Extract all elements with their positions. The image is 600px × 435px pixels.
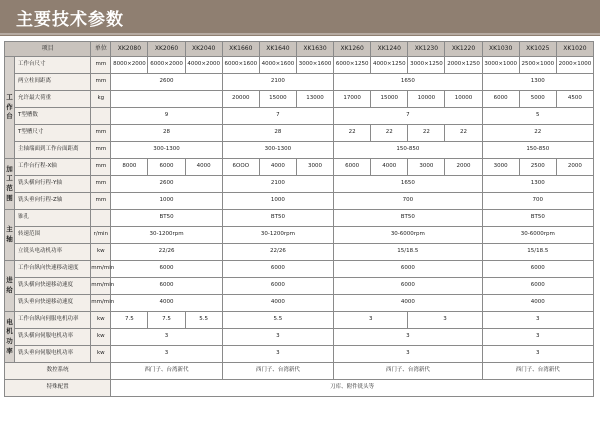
cell-value: 700 xyxy=(482,193,593,210)
cell-value: 4000×1250 xyxy=(371,57,408,74)
cell-value: 8000 xyxy=(111,159,148,176)
cell-value: BT50 xyxy=(222,210,333,227)
cell-value: 13000 xyxy=(296,91,333,108)
banner-underline xyxy=(0,33,600,35)
header-model: XK2080 xyxy=(111,42,148,57)
cell-value: 700 xyxy=(334,193,483,210)
row-unit: kw xyxy=(91,346,111,363)
row-label: T型槽数 xyxy=(15,108,91,125)
row-label: 铣头垂向伺服电机功率 xyxy=(15,346,91,363)
row-label: 转速范围 xyxy=(15,227,91,244)
cell-value: 2500 xyxy=(519,159,556,176)
row-label: 铣头垂向行程-Z轴 xyxy=(15,193,91,210)
cell-value: 6000×1250 xyxy=(334,57,371,74)
cell-value: 3 xyxy=(111,346,222,363)
table-row xyxy=(5,210,594,227)
row-label: 允许最大荷重 xyxy=(15,91,91,108)
cell-value: 300-1300 xyxy=(222,142,333,159)
table-row xyxy=(5,159,594,176)
cell-value: 8000×2000 xyxy=(111,57,148,74)
row-label: 工作台行程-X轴 xyxy=(15,159,91,176)
cell-value: 刀库、附件铣头等 xyxy=(111,380,594,397)
cell-value: 30-6000rpm xyxy=(482,227,593,244)
cell-value: 5.5 xyxy=(185,312,222,329)
header-model: XK1030 xyxy=(482,42,519,57)
row-unit: kw xyxy=(91,329,111,346)
cell-value: 1300 xyxy=(482,176,593,193)
cell-value: 6000 xyxy=(111,261,222,278)
header-model: XK1230 xyxy=(408,42,445,57)
row-label: 铣头横向伺服电机功率 xyxy=(15,329,91,346)
cell-value: BT50 xyxy=(111,210,222,227)
cell-value: 3 xyxy=(482,346,593,363)
cell-value: 17000 xyxy=(334,91,371,108)
cell-value: 7.5 xyxy=(111,312,148,329)
row-unit: mm xyxy=(91,176,111,193)
row-unit: mm xyxy=(91,74,111,91)
cell-value: 3 xyxy=(111,329,222,346)
cell-value: 150-850 xyxy=(482,142,593,159)
cell-value: 2100 xyxy=(222,74,333,91)
row-label: 工作台纵向快速移动速度 xyxy=(15,261,91,278)
cell-value: 4000 xyxy=(259,159,296,176)
row-unit xyxy=(91,108,111,125)
cell-value: 6000 xyxy=(111,278,222,295)
row-label: 数控系统 xyxy=(5,363,111,380)
table-row xyxy=(5,142,594,159)
cell-value: 3000×1250 xyxy=(408,57,445,74)
header-model: XK1660 xyxy=(222,42,259,57)
table-row xyxy=(5,176,594,193)
table-row xyxy=(5,91,594,108)
cell-value: 西门子、台湾新代 xyxy=(334,363,483,380)
cell-value: 15/18.5 xyxy=(334,244,483,261)
cell-value: 3000 xyxy=(482,159,519,176)
cell-value: 300-1300 xyxy=(111,142,222,159)
cell-value: 6000 xyxy=(482,278,593,295)
cell-value: 4500 xyxy=(556,91,593,108)
row-label: 工作台纵向伺服电机功率 xyxy=(15,312,91,329)
cell-value: 20000 xyxy=(222,91,259,108)
table-row xyxy=(5,312,594,329)
cell-value: 5 xyxy=(482,108,593,125)
cell-value: 3000×1600 xyxy=(296,57,333,74)
cell-value: 10000 xyxy=(445,91,482,108)
cell-value: 3 xyxy=(334,329,483,346)
cell-value: 4000×1600 xyxy=(259,57,296,74)
cell-value: 6000 xyxy=(482,261,593,278)
group-spindle: 主轴 xyxy=(5,210,15,261)
row-label: 锥孔 xyxy=(15,210,91,227)
cell-value: 3000 xyxy=(408,159,445,176)
cell-value: 6000×2000 xyxy=(148,57,185,74)
cell-value: 西门子、台湾新代 xyxy=(482,363,593,380)
row-label: 铣头垂向快速移动速度 xyxy=(15,295,91,312)
group-travel: 加工范围 xyxy=(5,159,15,210)
cell-value: 6000 xyxy=(334,278,483,295)
row-unit: r/min xyxy=(91,227,111,244)
row-unit: mm/min xyxy=(91,261,111,278)
cell-value: 15000 xyxy=(259,91,296,108)
row-label: 两立柱间距离 xyxy=(15,74,91,91)
cell-value: 3000×1000 xyxy=(482,57,519,74)
cell-value: 1000 xyxy=(111,193,222,210)
cell-value: 15/18.5 xyxy=(482,244,593,261)
cell-value: 3 xyxy=(222,346,333,363)
header-row xyxy=(5,42,594,57)
cell-value: 15000 xyxy=(371,91,408,108)
cell-value: 4000 xyxy=(111,295,222,312)
row-unit: kw xyxy=(91,312,111,329)
cell-value: 2000×1000 xyxy=(556,57,593,74)
row-label: 工作台尺寸 xyxy=(15,57,91,74)
row-unit: mm xyxy=(91,125,111,142)
cell-value: 6000 xyxy=(482,91,519,108)
cell-value: 22/26 xyxy=(111,244,222,261)
table-row xyxy=(5,193,594,210)
cell-value: 22 xyxy=(334,125,371,142)
header-item: 项目 xyxy=(5,42,91,57)
cell-value xyxy=(111,91,222,108)
header-model: XK2060 xyxy=(148,42,185,57)
cell-value: 7.5 xyxy=(148,312,185,329)
cell-value: 4000×2000 xyxy=(185,57,222,74)
cell-value: 6000×1600 xyxy=(222,57,259,74)
table-row xyxy=(5,380,594,397)
row-label: 立铣头电动机功率 xyxy=(15,244,91,261)
row-unit: mm xyxy=(91,193,111,210)
table-row xyxy=(5,227,594,244)
cell-value: 5000 xyxy=(519,91,556,108)
cell-value: 1650 xyxy=(334,74,483,91)
table-row xyxy=(5,108,594,125)
cell-value: 2100 xyxy=(222,176,333,193)
cell-value: 3 xyxy=(222,329,333,346)
table-row xyxy=(5,57,594,74)
cell-value: 10000 xyxy=(408,91,445,108)
spec-table xyxy=(4,41,594,397)
row-unit: mm xyxy=(91,159,111,176)
row-unit: mm xyxy=(91,57,111,74)
cell-value: 1300 xyxy=(482,74,593,91)
page-title: 主要技术参数 xyxy=(16,10,124,30)
header-model: XK1640 xyxy=(259,42,296,57)
cell-value: 2600 xyxy=(111,176,222,193)
table-row xyxy=(5,363,594,380)
cell-value: 30-6000rpm xyxy=(334,227,483,244)
cell-value: 6000 xyxy=(148,159,185,176)
cell-value: 2000×1250 xyxy=(445,57,482,74)
cell-value: 西门子、台湾新代 xyxy=(222,363,333,380)
cell-value: 6000 xyxy=(334,159,371,176)
row-label: 主轴端面到工作台面距离 xyxy=(15,142,91,159)
table-row xyxy=(5,244,594,261)
header-model: XK1260 xyxy=(334,42,371,57)
cell-value: 3 xyxy=(482,312,593,329)
row-unit xyxy=(91,210,111,227)
title-banner xyxy=(0,0,600,36)
header-model: XK1020 xyxy=(556,42,593,57)
cell-value: 150-850 xyxy=(334,142,483,159)
row-label: 铣头横向快速移动速度 xyxy=(15,278,91,295)
row-unit: mm xyxy=(91,142,111,159)
row-label: T型槽尺寸 xyxy=(15,125,91,142)
cell-value: 6000 xyxy=(334,261,483,278)
table-row xyxy=(5,74,594,91)
cell-value: 3 xyxy=(482,329,593,346)
header-model: XK2040 xyxy=(185,42,222,57)
header-model: XK1630 xyxy=(296,42,333,57)
cell-value: 22 xyxy=(482,125,593,142)
cell-value: 2000 xyxy=(556,159,593,176)
cell-value: 4000 xyxy=(222,295,333,312)
table-row xyxy=(5,261,594,278)
cell-value: 6OOO xyxy=(222,159,259,176)
row-unit: kg xyxy=(91,91,111,108)
row-unit: mm/min xyxy=(91,295,111,312)
cell-value: 3 xyxy=(334,312,408,329)
table-row xyxy=(5,295,594,312)
header-model: XK1025 xyxy=(519,42,556,57)
group-feed: 进给 xyxy=(5,261,15,312)
group-motor: 电机功率 xyxy=(5,312,15,363)
cell-value: 1000 xyxy=(222,193,333,210)
cell-value: 3 xyxy=(408,312,482,329)
row-unit: kw xyxy=(91,244,111,261)
row-label: 铣头横向行程-Y轴 xyxy=(15,176,91,193)
cell-value: 4000 xyxy=(334,295,483,312)
cell-value: 9 xyxy=(111,108,222,125)
group-worktable: 工作台 xyxy=(5,57,15,159)
cell-value: 1650 xyxy=(334,176,483,193)
cell-value: 22 xyxy=(445,125,482,142)
cell-value: 2000 xyxy=(445,159,482,176)
table-row xyxy=(5,329,594,346)
cell-value: 7 xyxy=(222,108,333,125)
cell-value: 22 xyxy=(408,125,445,142)
cell-value: 4000 xyxy=(185,159,222,176)
table-row xyxy=(5,125,594,142)
cell-value: 西门子、台湾新代 xyxy=(111,363,222,380)
cell-value: 6000 xyxy=(222,278,333,295)
cell-value: 2500×1000 xyxy=(519,57,556,74)
cell-value: 3000 xyxy=(296,159,333,176)
table-row xyxy=(5,278,594,295)
header-model: XK1220 xyxy=(445,42,482,57)
header-model: XK1240 xyxy=(371,42,408,57)
cell-value: 22/26 xyxy=(222,244,333,261)
cell-value: 4000 xyxy=(482,295,593,312)
cell-value: 28 xyxy=(222,125,333,142)
cell-value: 22 xyxy=(371,125,408,142)
cell-value: 28 xyxy=(111,125,222,142)
cell-value: 30-1200rpm xyxy=(111,227,222,244)
row-label: 特殊配置 xyxy=(5,380,111,397)
cell-value: 4000 xyxy=(371,159,408,176)
cell-value: BT50 xyxy=(334,210,483,227)
cell-value: 30-1200rpm xyxy=(222,227,333,244)
table-row xyxy=(5,346,594,363)
header-unit: 单位 xyxy=(91,42,111,57)
cell-value: BT50 xyxy=(482,210,593,227)
cell-value: 3 xyxy=(334,346,483,363)
cell-value: 5.5 xyxy=(222,312,333,329)
cell-value: 6000 xyxy=(222,261,333,278)
row-unit: mm/min xyxy=(91,278,111,295)
cell-value: 2600 xyxy=(111,74,222,91)
cell-value: 7 xyxy=(334,108,483,125)
